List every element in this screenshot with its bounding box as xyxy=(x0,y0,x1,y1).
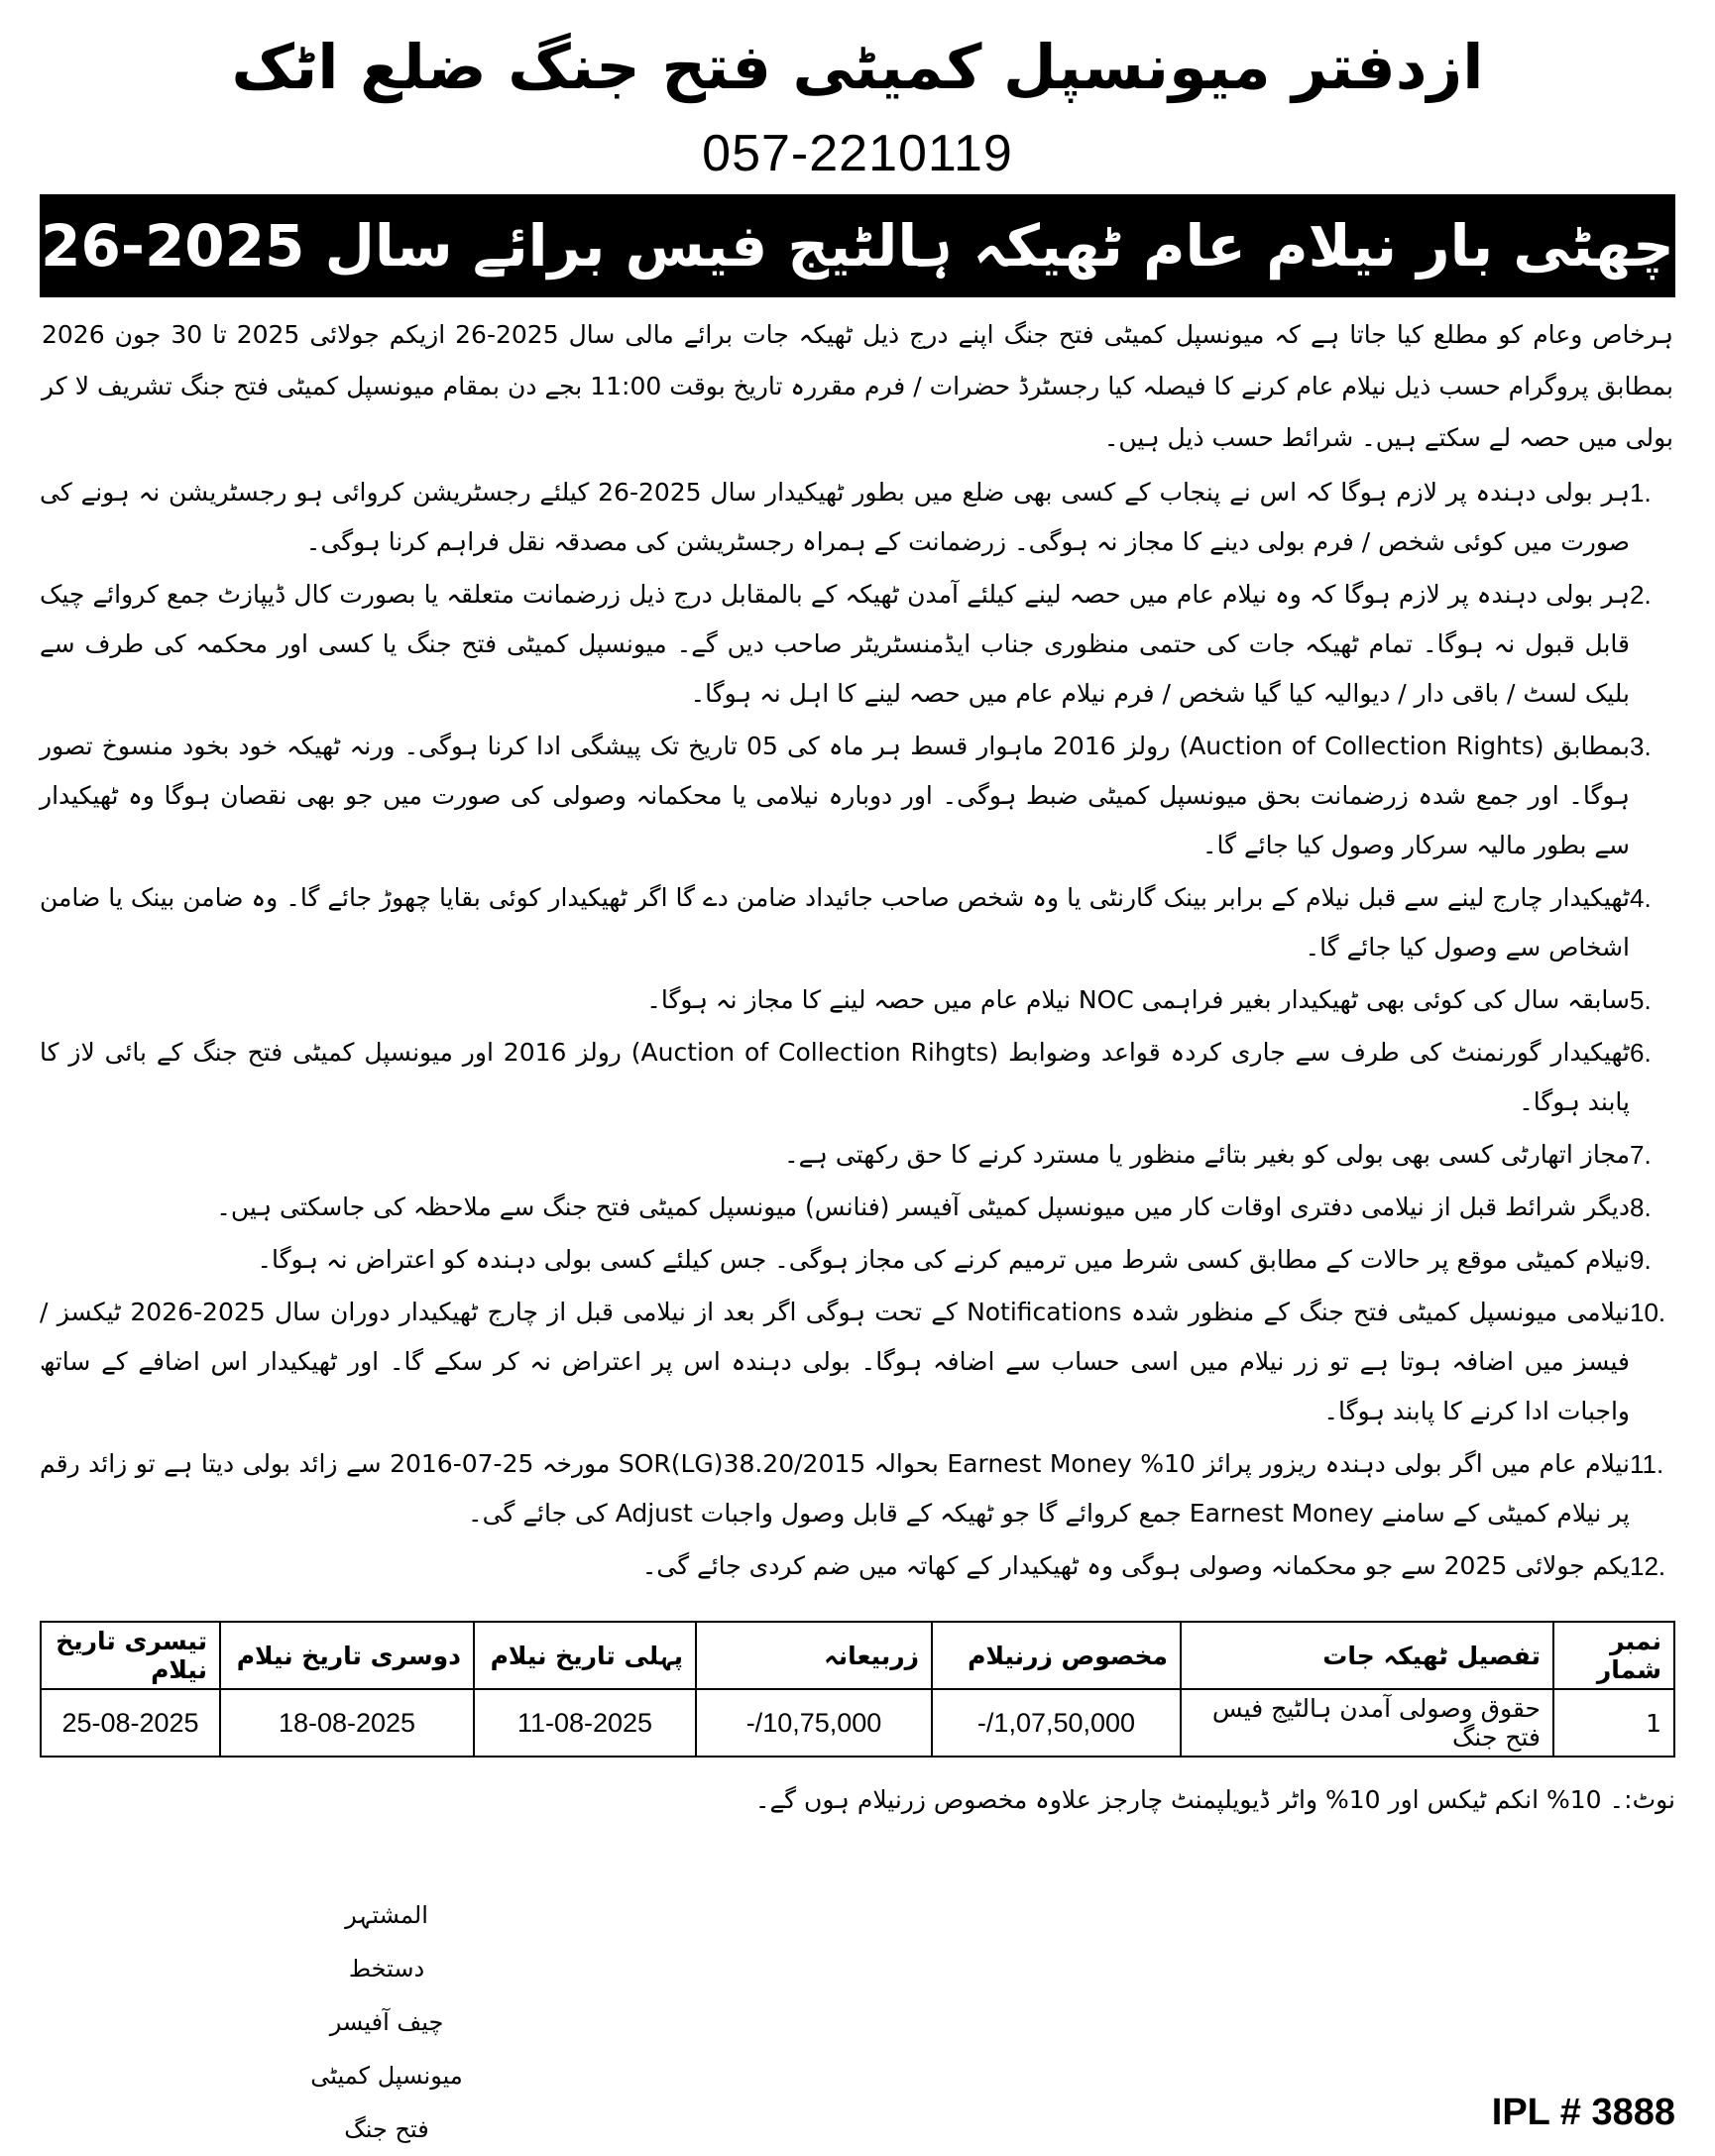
condition-text: ٹھیکیدار چارج لینے سے قبل نیلام کے برابر بینک گارنٹی یا وہ شخص صاحب جائیداد ضامن دے گا اگر ٹھیکیدار کوئی بقایا چھوڑ جائے گا۔ وہ ضامن بینک یا ضامن اشخاص سے وصول کیا جائے گا۔ xyxy=(40,883,1630,962)
condition-text: دیگر شرائط قبل از نیلامی دفتری اوقات کار میں میونسپل کمیٹی آفیسر (فنانس) میونسپل کمیٹی فتح جنگ سے ملاحظہ کی جاسکتی ہیں۔ xyxy=(216,1192,1630,1221)
condition-number: 5. xyxy=(1630,985,1652,1015)
condition-item xyxy=(40,1028,1675,1127)
notice-banner: چھٹی بار نیلام عام ٹھیکہ ہالٹیج فیس برائے سال 2025-26 xyxy=(40,194,1675,297)
condition-text: ٹھیکیدار گورنمنٹ کی طرف سے جاری کردہ قواعد وضوابط (Auction of Collection Rihgts) رولز 2016 اور میونسپل کمیٹی فتح جنگ کے بائی لاز کا پابند ہوگا۔ xyxy=(40,1038,1630,1116)
condition-text: بمطابق (Auction of Collection Rights) رولز 2016 ماہوار قسط ہر ماہ کی 05 تاریخ تک پیشگی ادا کرنا ہوگی۔ ورنہ ٹھیکہ خود بخود منسوخ تصور ہوگا۔ اور جمع شدہ زرضمانت بحق میونسپل کمیٹی ضبط ہوگی۔ اور دوبارہ نیلامی یا محکمانہ وصولی کی صورت میں جو بھی نقصان ہوگا وہ ٹھیکیدار سے بطور مالیہ سرکار وصول کیا جائے گا۔ xyxy=(40,732,1630,859)
col-header-earnest-money: زربیعانہ xyxy=(696,1622,932,1689)
condition-item xyxy=(40,1541,1675,1591)
condition-text: نیلام کمیٹی موقع پر حالات کے مطابق کسی شرط میں ترمیم کرنے کی مجاز ہوگی۔ جس کیلئے کسی بولی دہندہ کو اعتراض نہ ہوگا۔ xyxy=(257,1245,1630,1274)
col-header-third-date: تیسری تاریخ نیلام xyxy=(41,1622,220,1689)
condition-text: مجاز اتھارٹی کسی بھی بولی کو بغیر بتائے منظور یا مسترد کرنے کا حق رکھتی ہے۔ xyxy=(783,1140,1630,1169)
auction-table xyxy=(40,1621,1675,1758)
cell-earnest-money: 10,75,000/- xyxy=(696,1689,932,1757)
condition-number: 7. xyxy=(1630,1140,1652,1170)
col-header-serial: نمبر شمار xyxy=(1553,1622,1674,1689)
cell-second-date: 18-08-2025 xyxy=(220,1689,474,1757)
condition-text: ہر بولی دہندہ پر لازم ہوگا کہ اس نے پنجاب کے کسی بھی ضلع میں بطور ٹھیکیدار سال 2025-26 کیلئے رجسٹریشن کروائی ہو رجسٹریشن نہ ہونے کی صورت میں کوئی شخص / فرم بولی دینے کا مجاز نہ ہوگی۔ زرضمانت کے ہمراہ رجسٹریشن کی مصدقہ نقل فراہم کرنا ہوگی۔ xyxy=(40,478,1630,556)
condition-number: 2. xyxy=(1630,580,1652,610)
condition-item xyxy=(40,468,1675,567)
condition-item xyxy=(40,1288,1675,1436)
cell-first-date: 11-08-2025 xyxy=(474,1689,696,1757)
tax-note: نوٹ:۔ 10% انکم ٹیکس اور 10% واٹر ڈیویلپمنٹ چارجز علاوہ مخصوص زرنیلام ہوں گے۔ xyxy=(754,1785,1675,1814)
condition-number: 1. xyxy=(1630,478,1652,508)
condition-number: 10. xyxy=(1630,1298,1666,1327)
condition-item xyxy=(40,570,1675,719)
cell-reserve-price: 1,07,50,000/- xyxy=(932,1689,1181,1757)
col-header-second-date: دوسری تاریخ نیلام xyxy=(220,1622,474,1689)
col-header-first-date: پہلی تاریخ نیلام xyxy=(474,1622,696,1689)
signature-block xyxy=(297,1888,476,2156)
committee-name: میونسپل کمیٹی فتح جنگ xyxy=(310,2062,463,2143)
condition-item xyxy=(40,1439,1675,1538)
cell-serial: 1 xyxy=(1553,1689,1674,1757)
cell-third-date: 25-08-2025 xyxy=(41,1689,220,1757)
condition-number: 3. xyxy=(1630,732,1652,761)
cell-details: حقوق وصولی آمدن ہالٹیج فیس فتح جنگ xyxy=(1181,1689,1553,1757)
condition-text: ہر بولی دہندہ پر لازم ہوگا کہ وہ نیلام عام میں حصہ لینے کیلئے آمدن ٹھیکہ کے بالمقابل درج ذیل زرضمانت متعلقہ یا بصورت کال ڈیپازٹ جمع کروائے چیک قابل قبول نہ ہوگا۔ تمام ٹھیکہ جات کی حتمی منظوری جناب ایڈمنسٹریٹر صاحب دیں گے۔ میونسپل کمیٹی فتح جنگ یا کسی اور محکمہ کی طرف سے بلیک لسٹ / باقی دار / دیوالیہ کیا گیا شخص / فرم نیلام عام میں حصہ لینے کا اہل نہ ہوگا۔ xyxy=(40,580,1630,708)
signature-label: دستخط xyxy=(348,1955,425,1983)
condition-item xyxy=(40,1183,1675,1232)
condition-text: سابقہ سال کی کوئی بھی ٹھیکیدار بغیر فراہمی NOC نیلام عام میں حصہ لینے کا مجاز نہ ہوگا۔ xyxy=(646,985,1630,1014)
officer-title: چیف آفیسر xyxy=(329,2008,444,2036)
table-header-row xyxy=(41,1622,1674,1689)
condition-item xyxy=(40,1130,1675,1180)
condition-number: 8. xyxy=(1630,1192,1652,1222)
intro-paragraph: ہرخاص وعام کو مطلع کیا جاتا ہے کہ میونسپل کمیٹی فتح جنگ اپنے درج ذیل ٹھیکہ جات برائے مالی سال 2025-26 ازیکم جولائی 2025 تا 30 جون 2026 بمطابق پروگرام حسب ذیل نیلام عام کرنے کا فیصلہ کیا رجسٹرڈ حضرات / فرم مقررہ تاریخ بوقت 11:00 بجے دن بمقام میونسپل کمیٹی فتح جنگ تشریف لا کر بولی میں حصہ لے سکتے ہیں۔ شرائط حسب ذیل ہیں۔ xyxy=(42,320,1674,452)
conditions-list xyxy=(40,468,1675,1591)
condition-number: 4. xyxy=(1630,883,1652,913)
condition-number: 6. xyxy=(1630,1038,1652,1068)
condition-number: 11. xyxy=(1630,1449,1664,1479)
col-header-reserve-price: مخصوص زرنیلام xyxy=(932,1622,1181,1689)
ipl-number: IPL # 3888 xyxy=(1491,2092,1675,2133)
condition-number: 12. xyxy=(1630,1551,1666,1581)
office-title: ازدفتر میونسپل کمیٹی فتح جنگ ضلع اٹک xyxy=(231,31,1484,103)
condition-item xyxy=(40,873,1675,972)
condition-item xyxy=(40,722,1675,870)
condition-text: یکم جولائی 2025 سے جو محکمانہ وصولی ہوگی وہ ٹھیکیدار کے کھاتہ میں ضم کردی جائے گی۔ xyxy=(641,1551,1630,1580)
condition-item xyxy=(40,975,1675,1025)
phone-number: 057-2210119 xyxy=(702,125,1013,182)
condition-text: نیلام عام میں اگر بولی دہندہ ریزور پرائز 10% Earnest Money بحوالہ SOR(LG)38.20/2015 مورخہ 25-07-2016 سے زائد بولی دیتا ہے تو زائد رقم پر نیلام کمیٹی کے سامنے Earnest Money جمع کروائے گا جو ٹھیکہ کے قابل وصول واجبات Adjust کی جائے گی۔ xyxy=(40,1449,1631,1528)
table-row xyxy=(41,1689,1674,1757)
condition-item xyxy=(40,1235,1675,1285)
col-header-details: تفصیل ٹھیکہ جات xyxy=(1181,1622,1553,1689)
condition-number: 9. xyxy=(1630,1245,1652,1275)
advertiser-label: المشتہر xyxy=(345,1901,428,1929)
condition-text: نیلامی میونسپل کمیٹی فتح جنگ کے منظور شدہ Notifications کے تحت ہوگی اگر بعد از نیلامی قبل از چارج ٹھیکیدار دوران سال 2025-2026 ٹیکسز / فیسز میں اضافہ ہوتا ہے تو زر نیلام میں اسی حساب سے اضافہ ہوگا۔ بولی دہندہ اس پر اعتراض نہ کر سکے گا۔ اور ٹھیکیدار اس اضافے کے ساتھ واجبات ادا کرنے کا پابند ہوگا۔ xyxy=(40,1298,1630,1425)
